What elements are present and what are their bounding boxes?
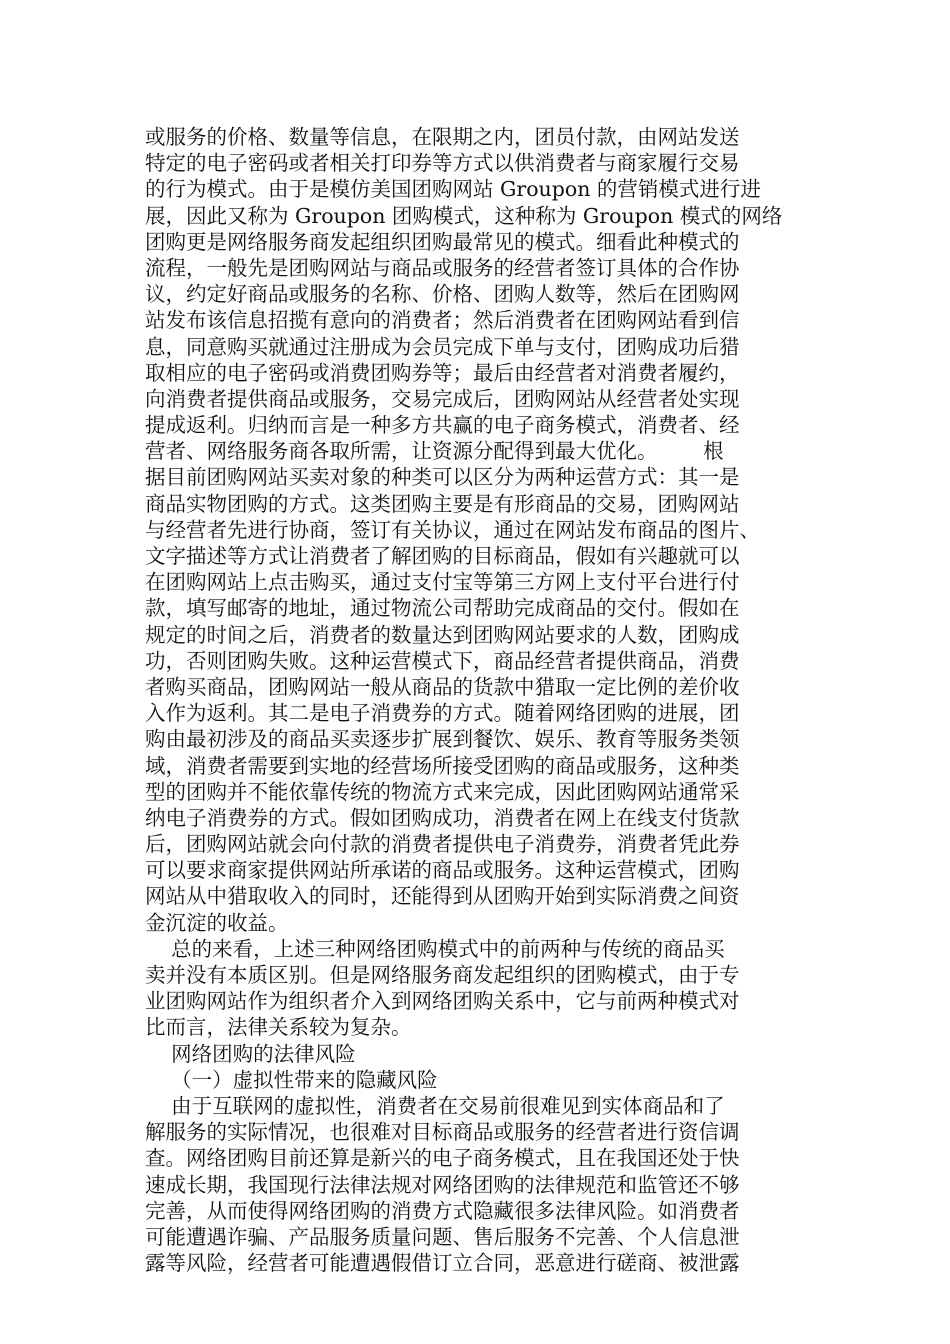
text-line: 后，团购网站就会向付款的消费者提供电子消费券，消费者凭此券 [145, 832, 740, 857]
text-line: 者购买商品，团购网站一般从商品的货款中猎取一定比例的差价收 [145, 674, 740, 699]
text-line: 纳电子消费券的方式。假如团购成功，消费者在网上在线支付货款 [145, 805, 740, 830]
text-line: 流程，一般先是团购网站与商品或服务的经营者签订具体的合作协 [145, 255, 740, 280]
text-line: 型的团购并不能依靠传统的物流方式来完成，因此团购网站通常采 [145, 779, 740, 804]
text-line: 功，否则团购失败。这种运营模式下，商品经营者提供商品，消费 [145, 648, 740, 673]
text-line: 比而言，法律关系较为复杂。 [145, 1015, 412, 1040]
text-line: 业团购网站作为组织者介入到网络团购关系中，它与前两种模式对 [145, 989, 740, 1014]
text-line: 取相应的电子密码或消费团购券等；最后由经营者对消费者履约， [145, 360, 740, 385]
text-line: 查。网络团购目前还算是新兴的电子商务模式，且在我国还处于快 [145, 1146, 740, 1171]
text-line: 金沉淀的收益。 [145, 910, 289, 935]
text-line: 在团购网站上点击购买，通过支付宝等第三方网上支付平台进行付 [145, 570, 740, 595]
text-line: 向消费者提供商品或服务，交易完成后，团购网站从经营者处实现 [145, 386, 740, 411]
text-line: 规定的时间之后，消费者的数量达到团购网站要求的人数，团购成 [145, 622, 740, 647]
text-line: 团购更是网络服务商发起组织团购最常见的模式。细看此种模式的 [145, 229, 740, 254]
text-line: 由于互联网的虚拟性，消费者在交易前很难见到实体商品和了 [145, 1093, 725, 1118]
text-line: 速成长期，我国现行法律法规对网络团购的法律规范和监管还不够 [145, 1172, 740, 1197]
text-line: 展，因此又称为 Groupon 团购模式，这种称为 Groupon 模式的网络 [145, 203, 783, 228]
text-line: 特定的电子密码或者相关打印券等方式以供消费者与商家履行交易 [145, 151, 740, 176]
text-line: 露等风险，经营者可能遭遇假借订立合同，恶意进行磋商、被泄露 [145, 1251, 740, 1276]
text-line: 入作为返利。其二是电子消费券的方式。随着网络团购的进展，团 [145, 701, 740, 726]
text-line: 议，约定好商品或服务的名称、价格、团购人数等，然后在团购网 [145, 282, 740, 307]
text-line: 款，填写邮寄的地址，通过物流公司帮助完成商品的交付。假如在 [145, 596, 740, 621]
text-line: 与经营者先进行协商，签订有关协议，通过在网站发布商品的图片、 [145, 517, 760, 542]
text-line: 站发布该信息招揽有意向的消费者；然后消费者在团购网站看到信 [145, 308, 740, 333]
text-line: 购由最初涉及的商品买卖逐步扩展到餐饮、娱乐、教育等服务类领 [145, 727, 740, 752]
text-line: 总的来看，上述三种网络团购模式中的前两种与传统的商品买 [145, 936, 725, 961]
text-line: 据目前团购网站买卖对象的种类可以区分为两种运营方式：其一是 [145, 465, 740, 490]
text-line: 网络团购的法律风险 [145, 1041, 356, 1066]
text-line: 文字描述等方式让消费者了解团购的目标商品，假如有兴趣就可以 [145, 544, 740, 568]
text-line: 息，同意购买就通过注册成为会员完成下单与支付，团购成功后猎 [145, 334, 740, 359]
text-line: 网站从中猎取收入的同时，还能得到从团购开始到实际消费之间资 [145, 884, 740, 909]
body-text [145, 124, 800, 1276]
text-line: 的行为模式。由于是模仿美国团购网站 Groupon 的营销模式进行进 [145, 177, 761, 202]
text-line: 提成返利。归纳而言是一种多方共赢的电子商务模式，消费者、经 [145, 413, 740, 438]
text-line: 可以要求商家提供网站所承诺的商品或服务。这种运营模式，团购 [145, 858, 740, 883]
text-line: 完善，从而使得网络团购的消费方式隐藏很多法律风险。如消费者 [145, 1198, 740, 1223]
text-line: 或服务的价格、数量等信息，在限期之内，团员付款，由网站发送 [145, 125, 740, 149]
text-line: 域，消费者需要到实地的经营场所接受团购的商品或服务，这种类 [145, 753, 740, 778]
text-line: 营者、网络服务商各取所需，让资源分配得到最大优化。 根 [145, 439, 724, 464]
text-line: 可能遭遇诈骗、产品服务质量问题、售后服务不完善、个人信息泄 [145, 1224, 740, 1249]
text-line: （一）虚拟性带来的隐藏风险 [145, 1067, 438, 1092]
text-line: 卖并没有本质区别。但是网络服务商发起组织的团购模式，由于专 [145, 963, 740, 987]
text-line: 商品实物团购的方式。这类团购主要是有形商品的交易，团购网站 [145, 491, 740, 516]
text-line: 解服务的实际情况，也很难对目标商品或服务的经营者进行资信调 [145, 1120, 740, 1145]
